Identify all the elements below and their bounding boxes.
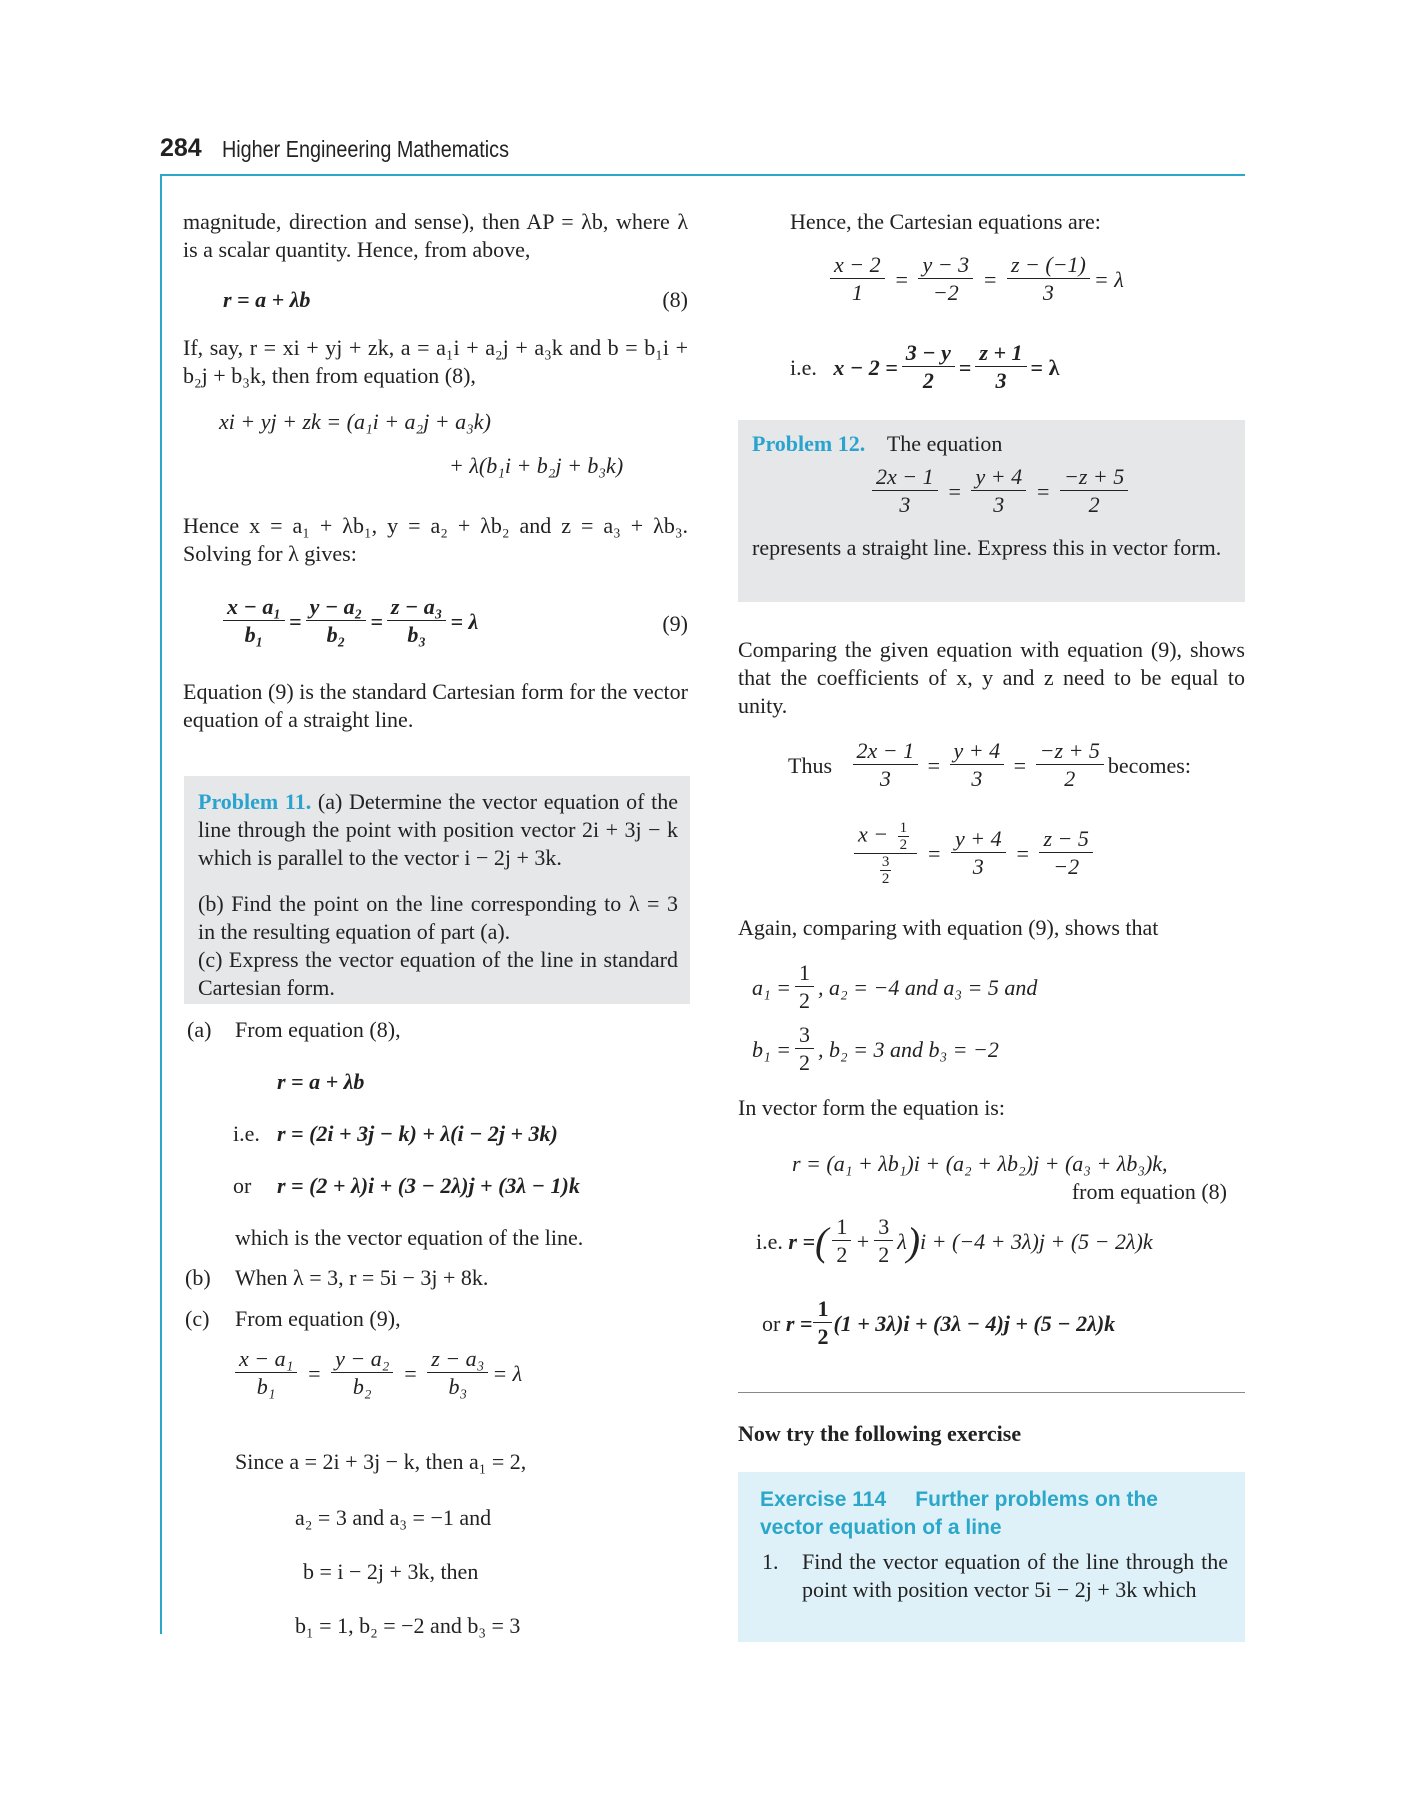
unit-num-2: y + 4 (951, 826, 1006, 853)
c-eq-num-2: y − a₂ (331, 1346, 393, 1373)
sol-since: Since a = 2i + 3j − k, then a₁ = 2, (235, 1449, 527, 1474)
book-title: Higher Engineering Mathematics (222, 136, 509, 162)
c-eq-num-3: z − a₃ (427, 1346, 488, 1373)
p12-den-1: 3 (899, 492, 911, 517)
exercise-item-number: 1. (762, 1549, 779, 1574)
sol-b-text: When λ = 3, r = 5i − 3j + 8k. (235, 1265, 489, 1290)
section-divider (738, 1392, 1245, 1393)
p12-den-3: 2 (1088, 492, 1100, 517)
problem-11-box (184, 776, 690, 1004)
close-paren: ) (906, 1218, 921, 1264)
eq9-den-1: b₁ (244, 622, 264, 647)
sol-a-text: From equation (8), (235, 1017, 401, 1042)
eq8-number: (8) (662, 287, 688, 312)
thus-num-1: 2x − 1 (853, 738, 919, 765)
problem-12-equation: $\frac{2x - 1}{3}$ = $\frac{y + 4}{3}$ = $\frac{-z + 5}{2}$ (868, 464, 1132, 519)
half-den: 2 (899, 837, 908, 853)
a-values-rest: , a₂ = −4 and a₃ = 5 and (818, 974, 1038, 1000)
cart-den-3: 3 (1042, 280, 1054, 305)
ie-equation: i.e. x − 2 = $\frac{3 - y}{2}$ = $\frac{z + 1}{3}$ = λ (790, 340, 1060, 393)
sol-a2a3: a₂ = 3 and a₃ = −1 and (295, 1505, 492, 1530)
b-values (752, 1022, 999, 1077)
eq9-den-2: b₂ (326, 622, 346, 647)
cart-rhs: = λ (1093, 266, 1124, 292)
unit-den-1-num: 3 (881, 854, 890, 870)
eq9-num-2: y − a₂ (306, 594, 367, 621)
or-r: r = (785, 1310, 813, 1336)
or-f-den: 2 (817, 1324, 829, 1349)
ie2-r: r = (788, 1228, 815, 1254)
ie2-lambda: λ (897, 1228, 907, 1254)
ie2-label: i.e. (756, 1228, 783, 1254)
eq9-num-1: x − a₁ (223, 594, 285, 621)
b1-lhs: b₁ = (752, 1036, 791, 1062)
a1-den: 2 (799, 988, 810, 1013)
cartesian-equation: $\frac{x - 2}{1}$ = $\frac{y - 3}{-2}$ = $\frac{z - (-1)}{3}$ = λ (826, 252, 1124, 307)
para-2: If, say, r = xi + yj + zk, a = a₁i + a₂j + a₃k and b = b₁i + b₂j + b₃k, then from equation (8), (183, 335, 688, 388)
eq9-num-3: z − a₃ (387, 594, 447, 621)
cart-den-2: −2 (932, 280, 959, 305)
c-eq-den-2: b₂ (352, 1374, 372, 1399)
problem-12-intro-line (752, 430, 1002, 458)
thus-label: Thus (788, 752, 832, 778)
ie-frac2-num: z + 1 (975, 340, 1026, 367)
cart-num-3: z − (−1) (1007, 252, 1090, 279)
cart-den-1: 1 (851, 280, 863, 305)
ie2-f1-den: 2 (836, 1242, 848, 1267)
page-number: 284 (160, 134, 202, 162)
cart-num-2: y − 3 (918, 252, 973, 279)
ie-rhs: = λ (1030, 354, 1060, 380)
unit-den-3: −2 (1053, 854, 1080, 879)
or-f-num: 1 (813, 1296, 832, 1323)
becomes-label: becomes: (1107, 752, 1191, 778)
page-header (160, 134, 1245, 174)
problem-11-a-text: (a) Determine the vector equation of the line through the point with position vector 2i + 3j − k which is parallel to the vector i − 2j + 3k. (198, 789, 679, 870)
or-vector-eq (762, 1296, 1115, 1351)
p12-num-2: y + 4 (971, 464, 1026, 491)
equation-9: $\frac{\text{x − a₁}}{\text{b₁}}$ = $\frac{\text{y − a₂}}{\text{b₂}}$ = $\frac{\text{z − a₃}}{\text{b₃}}$ = λ (219, 594, 478, 649)
thus-num-3: −z + 5 (1036, 738, 1104, 765)
ie2-f2-num: 3 (874, 1214, 893, 1241)
problem-12-box (738, 420, 1245, 602)
sol-b123: b₁ = 1, b₂ = −2 and b₃ = 3 (295, 1613, 521, 1638)
open-paren: ( (815, 1218, 829, 1264)
sol-c-eq: $\frac{\text{x − a₁}}{\text{b₁}}$ = $\frac{\text{y − a₂}}{\text{b₂}}$ = $\frac{\text{z − a₃}}{\text{b₃}}$ = λ (231, 1346, 522, 1401)
problem-12-title: Problem 12. (752, 431, 866, 456)
sol-which: which is the vector equation of the line. (235, 1225, 584, 1250)
problem-11-b: (b) Find the point on the line corresponding to λ = 3 in the resulting equation of part (a). (198, 891, 678, 944)
unit-num-1-x: x − (858, 821, 889, 847)
c-eq-den-3: b₃ (448, 1374, 468, 1399)
from-equation-8: from equation (8) (1071, 1179, 1227, 1204)
equation-8 (183, 286, 688, 316)
thus-den-1: 3 (879, 766, 891, 791)
unit-den-2: 3 (972, 854, 984, 879)
sol-bvec: b = i − 2j + 3k, then (303, 1559, 479, 1584)
sol-b-label: (b) (185, 1265, 211, 1290)
sol-c-label: (c) (185, 1306, 210, 1331)
ie2-rest: i + (−4 + 3λ)j + (5 − 2λ)k (920, 1228, 1153, 1254)
ie-frac1-num: 3 − y (902, 340, 955, 367)
half-num: 1 (899, 820, 908, 836)
para-4: Equation (9) is the standard Cartesian form for the vector equation of a straight line. (183, 679, 688, 732)
comparing-para: Comparing the given equation with equation (9), shows that the coefficients of x, y and z need to be equal to unity. (738, 637, 1245, 718)
problem-12-text: represents a straight line. Express this in vector form. (752, 535, 1222, 560)
thus-den-2: 3 (971, 766, 983, 791)
sol-a-label: (a) (187, 1017, 212, 1042)
ie-frac1-den: 2 (922, 368, 934, 393)
ie2-f2-den: 2 (878, 1242, 890, 1267)
unit-den-1 (854, 854, 917, 887)
p12-den-2: 3 (993, 492, 1005, 517)
a1-lhs: a₁ = (752, 974, 791, 1000)
eq9-den-3: b₃ (407, 622, 426, 647)
sol-ie-label: i.e. (233, 1121, 260, 1146)
thus-den-3: 2 (1064, 766, 1076, 791)
sol-ie-eq: r = (2i + 3j − k) + λ(i − 2j + 3k) (277, 1121, 558, 1146)
ie-vector-eq (756, 1214, 1153, 1269)
or-rest: (1 + 3λ)i + (3λ − 4)j + (5 − 2λ)k (833, 1310, 1116, 1336)
in-vector-form: In vector form the equation is: (738, 1095, 1005, 1120)
vector-eq-1: r = (a₁ + λb₁)i + (a₂ + λb₂)j + (a₃ + λb₃)k, (792, 1151, 1168, 1176)
header-rule (160, 174, 1245, 176)
unit-num-1 (854, 820, 917, 854)
b1-den: 2 (799, 1050, 810, 1075)
ie2-plus: + (855, 1228, 871, 1254)
hence-cartesian: Hence, the Cartesian equations are: (790, 209, 1101, 234)
eq8-text: r = a + λb (223, 287, 311, 312)
problem-12-intro: The equation (886, 431, 1003, 456)
exercise-title: Exercise 114 Further problems on the vector equation of a line (760, 1488, 1164, 1539)
ie-frac2-den: 3 (995, 368, 1007, 393)
problem-11-c: (c) Express the vector equation of the line in standard Cartesian form. (198, 947, 678, 1000)
again-para: Again, comparing with equation (9), shows that (738, 915, 1159, 940)
thus-equation: Thus $\frac{2x - 1}{3}$ = $\frac{y + 4}{3}$ = $\frac{-z + 5}{2}$ becomes: (788, 738, 1191, 791)
ie-label: i.e. (790, 354, 817, 380)
para-3: Hence x = a₁ + λb₁, y = a₂ + λb₂ and z = a₃ + λb₃. Solving for λ gives: (183, 513, 688, 566)
exercise-item-text: Find the vector equation of the line through the point with position vector 5i − 2j + 3k which (802, 1549, 1228, 1602)
problem-11-a (198, 788, 678, 872)
thus-num-2: y + 4 (950, 738, 1005, 765)
c-eq-num-1: x − a₁ (235, 1346, 297, 1373)
sol-a-eq: r = a + λb (277, 1069, 365, 1094)
eq-line-2: + λ(b₁i + b₂j + b₃k) (449, 453, 624, 478)
unit-num-3: z − 5 (1039, 826, 1092, 853)
p12-num-3: −z + 5 (1060, 464, 1128, 491)
or-label: or (762, 1310, 781, 1336)
sol-or-eq: r = (2 + λ)i + (3 − 2λ)j + (3λ − 1)k (277, 1173, 580, 1198)
exercise-114-box (738, 1472, 1245, 1642)
ie2-f1-num: 1 (832, 1214, 851, 1241)
cart-num-1: x − 2 (830, 252, 885, 279)
sol-c-text: From equation (9), (235, 1306, 401, 1331)
a1-num: 1 (795, 960, 814, 987)
b-values-rest: , b₂ = 3 and b₃ = −2 (818, 1036, 999, 1062)
sol-or-label: or (233, 1173, 252, 1198)
c-eq-rhs: = λ (492, 1360, 523, 1386)
unit-den-1-den: 2 (881, 871, 890, 887)
unit-equation: x − $\frac{1}{2}$ $\frac{3}{2}$ = $\frac{y + 4}{3}$ = $\frac{z - 5}{-2}$ (850, 820, 1097, 887)
b1-num: 3 (795, 1022, 814, 1049)
p12-num-1: 2x − 1 (872, 464, 938, 491)
eq-line-1: xi + yj + zk = (a₁i + a₂j + a₃k) (219, 409, 491, 434)
eq9-number: (9) (662, 611, 688, 636)
eq9-rhs: = λ (450, 608, 479, 634)
a-values (752, 960, 1037, 1015)
problem-11-title: Problem 11. (198, 789, 312, 814)
para-1: magnitude, direction and sense), then AP = λb, where λ is a scalar quantity. Hence, from above, (183, 209, 688, 262)
c-eq-den-1: b₁ (256, 1374, 276, 1399)
margin-rule (160, 174, 162, 1634)
now-try: Now try the following exercise (738, 1421, 1022, 1446)
ie-lhs: x − 2 = (833, 354, 898, 380)
